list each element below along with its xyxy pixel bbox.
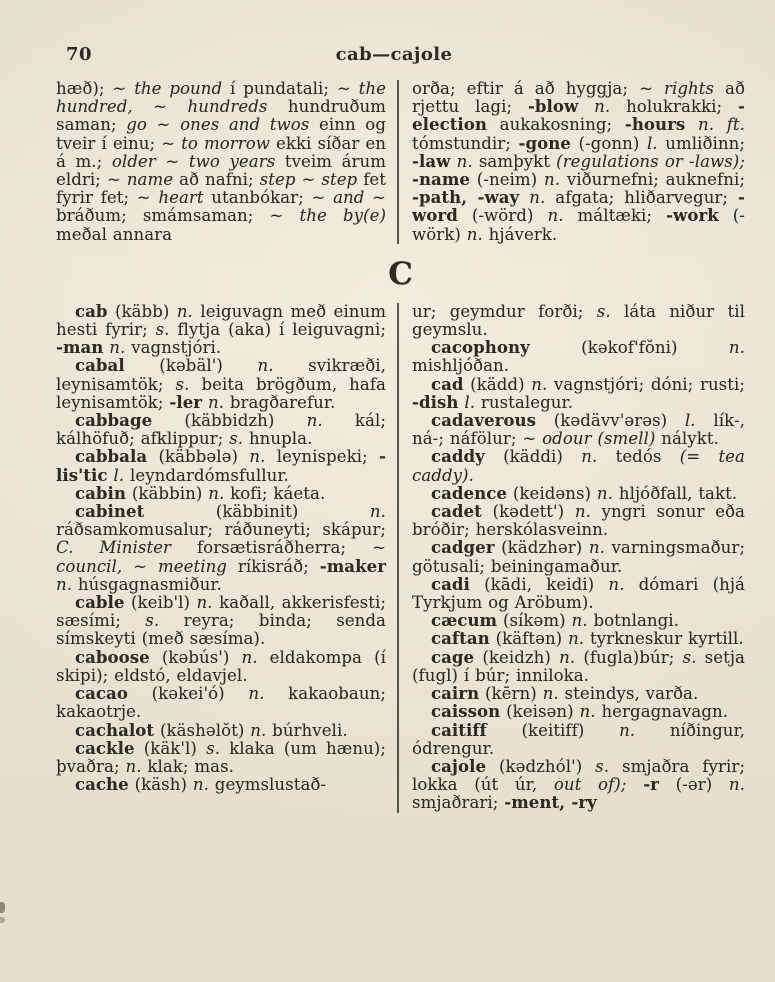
continued-entries-section: [56, 80, 746, 244]
dictionary-entry: cab (käbb) n. leiguvagn með einum hesti fyrir; s. flytja (aka) í leiguvagni; -man n. vagnstjóri.: [56, 301, 386, 358]
dictionary-entry: cæcum (síkəm) n. botnlangi.: [430, 611, 680, 631]
dictionary-entry: cajole (kədzhól') s. smjaðra fyrir; lokka (út úr, out of); -r (-ər) n. smjaðrari; -ment, -ry: [412, 756, 745, 813]
dictionary-entry: cabbala (käbbələ) n. leynispeki; -lis'tic l. leyndardómsfullur.: [56, 447, 386, 485]
left-column-bottom: [56, 303, 397, 813]
dictionary-entry: cachalot (käshəlŏt) n. búrhveli.: [74, 720, 348, 740]
section-letter-heading: C: [388, 255, 414, 292]
dictionary-entry: caboose (kəbús') n. eldakompa (í skipi); eldstó, eldavjel.: [56, 647, 386, 685]
running-head: cab—cajole: [335, 44, 453, 65]
dictionary-entry: cadet (kədett') n. yngri sonur eða bróðir; herskólasveinn.: [412, 502, 745, 540]
dictionary-entry: cable (keib'l) n. kaðall, akkerisfesti; sæsími; s. reyra; binda; senda símskeyti (með sæsíma).: [56, 593, 386, 649]
dictionary-entry: cackle (käk'l) s. klaka (um hænu); þvaðra; n. klak; mas.: [56, 738, 386, 776]
dictionary-entry: hæð); ~ the pound í pundatali; ~ the hundred, ~ hundreds hundruðum saman; go ~ ones and twos einn og tveir í einu; ~ to morrow ekki síðar en á m.; older ~ two years tveim árum eldri; ~ name að nafni; step ~ step fet fyrir fet; ~ heart utanbókar; ~ and ~ bráðum; smámsaman; ~ the by(e) meðal annara: [56, 79, 387, 244]
dictionary-entry: orða; eftir á að hyggja; ~ rights að rjettu lagi; -blow n. holukrakki; -election aukakosning; -hours n. ft. tómstundir; -gone (-gonn) l. umliðinn; -law n. samþykt (regulations or -laws); -name (-neim) n. viðurnefni; auknefni; -path, -way n. afgata; hliðarvegur; -word (-wörd) n. máltæki; -work (-wörk) n. hjáverk.: [412, 79, 746, 244]
dictionary-entry: cadaverous (kədävv'ərəs) l. lík-, ná-; náfölur; ~ odour (smell) nálykt.: [412, 411, 745, 449]
dictionary-entry: cairn (kērn) n. steindys, varða.: [430, 684, 699, 704]
dictionary-entry: cadence (keidəns) n. hljóðfall, takt.: [430, 483, 738, 503]
page-content: [56, 44, 746, 813]
edge-smudge: [0, 902, 5, 913]
edge-smudge: [0, 917, 5, 923]
page-number: 70: [66, 44, 93, 65]
dictionary-entry: ur; geymdur forði; s. láta niður til geymslu.: [412, 301, 745, 340]
dictionary-entry: caddy (käddi) n. tedós (= tea caddy).: [412, 447, 745, 485]
dictionary-entry: caftan (käftən) n. tyrkneskur kyrtill.: [430, 629, 744, 649]
dictionary-entry: cabal (kəbäl') n. svikræði, leynisamtök; s. beita brögðum, hafa leynisamtök; -ler n. bragðarefur.: [56, 356, 386, 412]
dictionary-entry: cacophony (kəkof'fŏni) n. mishljóðan.: [412, 338, 745, 376]
dictionary-entry: cabbage (käbbidzh) n. kál; kálhöfuð; afklippur; s. hnupla.: [56, 411, 386, 449]
dictionary-entry: cache (käsh) n. geymslustað-: [74, 775, 327, 795]
dictionary-entry: caitiff (keitiff) n. níðingur, ódrengur.: [412, 720, 745, 758]
right-column-bottom: [397, 303, 745, 813]
right-column-top: [397, 80, 745, 244]
dictionary-entry: cabin (käbbin) n. kofi; káeta.: [74, 483, 326, 503]
dictionary-entry: cadger (kädzhər) n. varningsmaður; götusali; beiningamaður.: [412, 538, 745, 576]
left-column-top: [56, 80, 397, 244]
dictionary-entry: cacao (kəkei'ó) n. kakaobaun; kakaotrje.: [56, 684, 386, 722]
dictionary-entry: caisson (keisən) n. hergagnavagn.: [430, 702, 729, 722]
dictionary-entry: cad (kädd) n. vagnstjóri; dóni; rusti; -dish l. rustalegur.: [412, 374, 745, 412]
page-header: [56, 44, 746, 66]
c-entries-section: [56, 303, 746, 813]
dictionary-entry: cage (keidzh) n. (fugla)búr; s. setja (fugl) í búr; inniloka.: [412, 647, 745, 685]
dictionary-entry: cadi (kādi, keidi) n. dómari (hjá Tyrkjum og Aröbum).: [412, 574, 745, 613]
dictionary-entry: cabinet (käbbinit) n. ráðsamkomusalur; ráðuneyti; skápur; C. Minister forsætisráðherra; ~ council, ~ meeting ríkisráð; -maker n. húsgagnasmiður.: [56, 502, 386, 594]
